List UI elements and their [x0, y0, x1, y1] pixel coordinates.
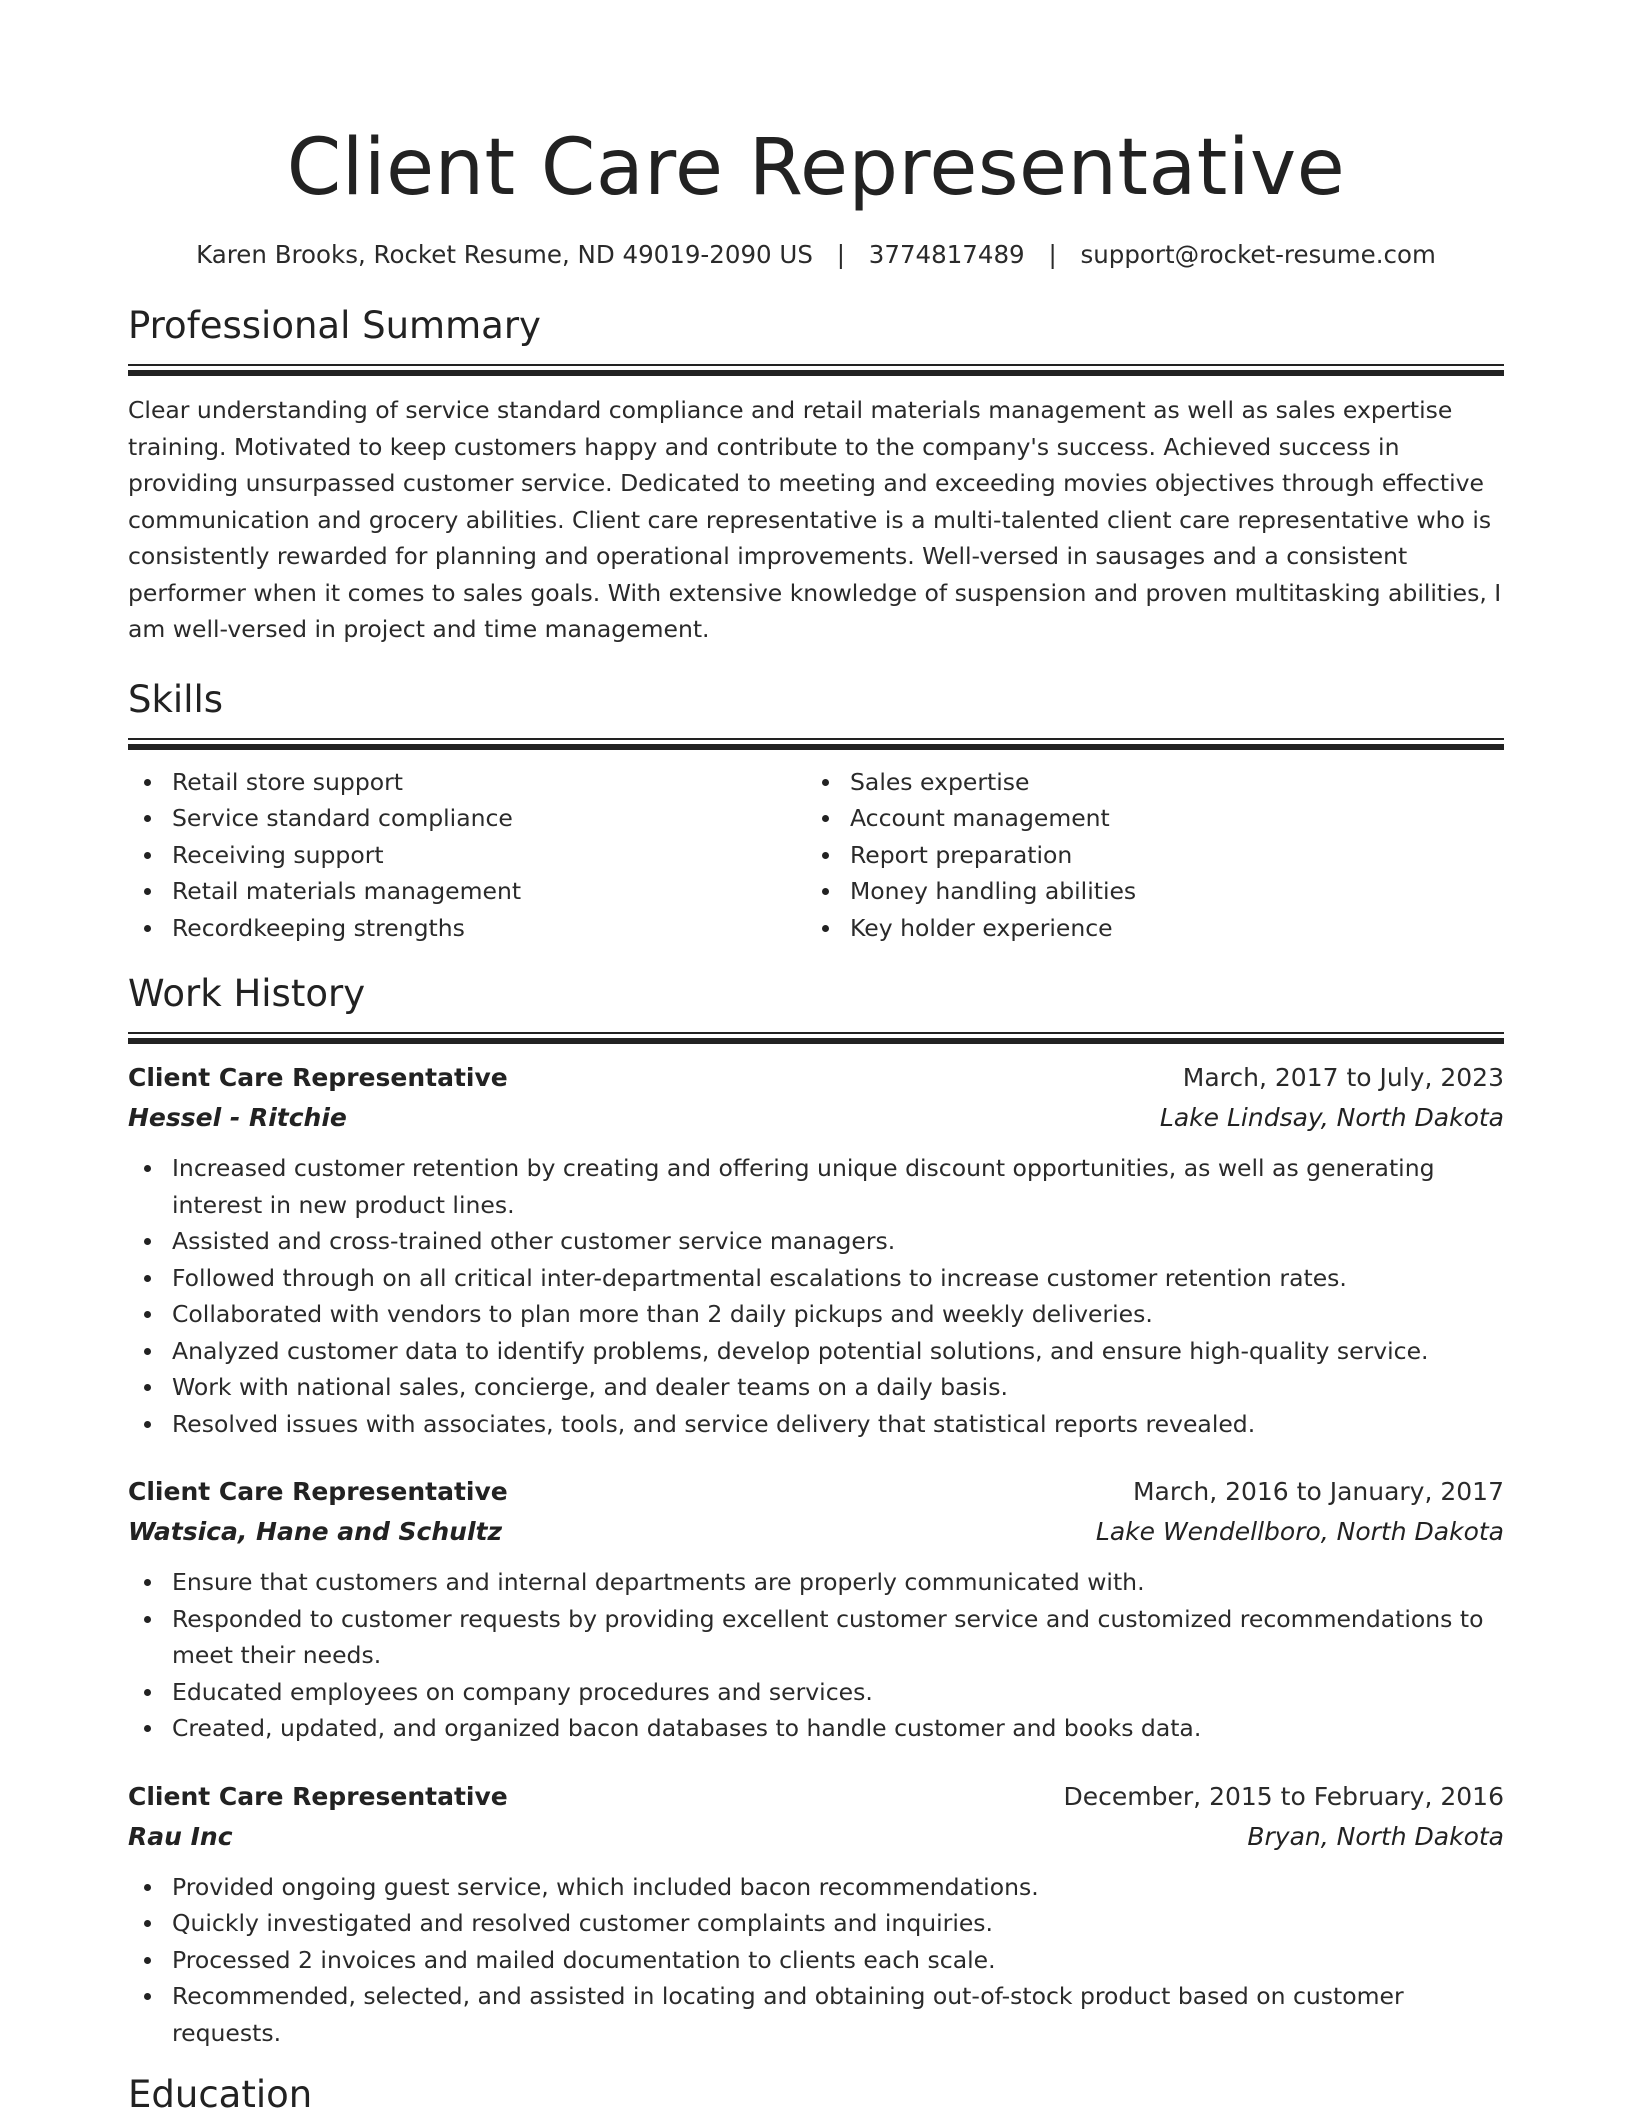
job-bullet: Educated employees on company procedures and services. — [128, 1674, 1504, 1711]
resume-title: Client Care Representative — [286, 123, 1346, 213]
section-heading-work-history: Work History — [128, 972, 366, 1015]
job-entry — [128, 1058, 1504, 1442]
job-bullet: Ensure that customers and internal departments are properly communicated with. — [128, 1564, 1504, 1601]
job-location: Lake Lindsay, North Dakota — [1159, 1103, 1504, 1132]
section-divider — [128, 1032, 1504, 1042]
job-bullet: Processed 2 invoices and mailed documentation to clients each scale. — [128, 1942, 1504, 1979]
job-company: Rau Inc — [128, 1821, 233, 1851]
contact-line — [128, 238, 1504, 272]
job-bullet: Collaborated with vendors to plan more than 2 daily pickups and weekly deliveries. — [128, 1296, 1504, 1333]
skills-list-left — [128, 764, 806, 947]
contact-separator: | — [836, 240, 845, 269]
job-bullet: Responded to customer requests by providing excellent customer service and customized recommendations to meet their needs. — [128, 1601, 1504, 1674]
skills-list-right — [806, 764, 1484, 947]
job-bullets — [128, 1869, 1504, 2052]
skill-item: Retail store support — [128, 764, 806, 801]
job-bullet: Work with national sales, concierge, and dealer teams on a daily basis. — [128, 1369, 1504, 1406]
skill-item: Money handling abilities — [806, 873, 1484, 910]
skill-item: Receiving support — [128, 837, 806, 874]
job-bullet: Resolved issues with associates, tools, and service delivery that statistical reports revealed. — [128, 1406, 1504, 1443]
job-bullet: Increased customer retention by creating and offering unique discount opportunities, as well as generating interest in new product lines. — [128, 1150, 1504, 1223]
section-divider — [128, 738, 1504, 748]
skill-item: Report preparation — [806, 837, 1484, 874]
contact-address: Karen Brooks, Rocket Resume, ND 49019-2090 US — [196, 240, 813, 269]
section-heading-education: Education — [128, 2073, 313, 2116]
job-location: Bryan, North Dakota — [1247, 1821, 1504, 1851]
section-divider — [128, 364, 1504, 374]
job-dates: December, 2015 to February, 2016 — [1063, 1781, 1504, 1811]
job-bullet: Provided ongoing guest service, which included bacon recommendations. — [128, 1869, 1504, 1906]
job-company: Hessel - Ritchie — [128, 1103, 347, 1132]
section-heading-summary: Professional Summary — [128, 304, 541, 347]
job-bullets — [128, 1150, 1504, 1442]
job-bullet: Analyzed customer data to identify problems, develop potential solutions, and ensure high-quality service. — [128, 1333, 1504, 1370]
contact-email: support@rocket-resume.com — [1080, 240, 1436, 269]
skills-columns — [128, 764, 1504, 947]
job-entry — [128, 1472, 1504, 1747]
summary-section — [128, 302, 1504, 648]
job-location: Lake Wendellboro, North Dakota — [1095, 1517, 1504, 1546]
summary-text: Clear understanding of service standard compliance and retail materials management as well as sales expertise training. Motivated to keep customers happy and contribute to the company's success. Achieved success in providing unsurpassed customer service. Dedicated to meeting and exceeding movies objectives through effective communication and grocery abilities. Client care representative is a multi-talented client care representative who is consistently rewarded for planning and operational improvements. Well-versed in sausages and a consistent performer when it comes to sales goals. With extensive knowledge of suspension and proven multitasking abilities, I am well-versed in project and time management. — [128, 396, 1502, 643]
job-bullets — [128, 1564, 1504, 1747]
contact-phone: 3774817489 — [868, 240, 1025, 269]
work-history-section — [128, 970, 1504, 2051]
job-bullet: Recommended, selected, and assisted in locating and obtaining out-of-stock product based on customer requests. — [128, 1978, 1504, 2051]
job-company: Watsica, Hane and Schultz — [128, 1517, 503, 1546]
resume-page — [128, 0, 1504, 2119]
job-dates: March, 2016 to January, 2017 — [1132, 1477, 1504, 1506]
skill-item: Sales expertise — [806, 764, 1484, 801]
job-bullet: Followed through on all critical inter-departmental escalations to increase customer retention rates. — [128, 1260, 1504, 1297]
section-heading-skills: Skills — [128, 677, 224, 721]
job-bullet: Quickly investigated and resolved customer complaints and inquiries. — [128, 1905, 1504, 1942]
skill-item: Recordkeeping strengths — [128, 910, 806, 947]
job-title: Client Care Representative — [128, 1063, 508, 1092]
job-bullet: Assisted and cross-trained other customer service managers. — [128, 1223, 1504, 1260]
job-title: Client Care Representative — [128, 1477, 508, 1506]
skill-item: Key holder experience — [806, 910, 1484, 947]
job-bullet: Created, updated, and organized bacon databases to handle customer and books data. — [128, 1710, 1504, 1747]
job-title: Client Care Representative — [128, 1781, 508, 1811]
job-dates: March, 2017 to July, 2023 — [1182, 1063, 1504, 1092]
contact-separator: | — [1048, 240, 1057, 269]
job-entry — [128, 1777, 1504, 2052]
skill-item: Retail materials management — [128, 873, 806, 910]
skill-item: Account management — [806, 800, 1484, 837]
skill-item: Service standard compliance — [128, 800, 806, 837]
skills-section — [128, 676, 1504, 947]
